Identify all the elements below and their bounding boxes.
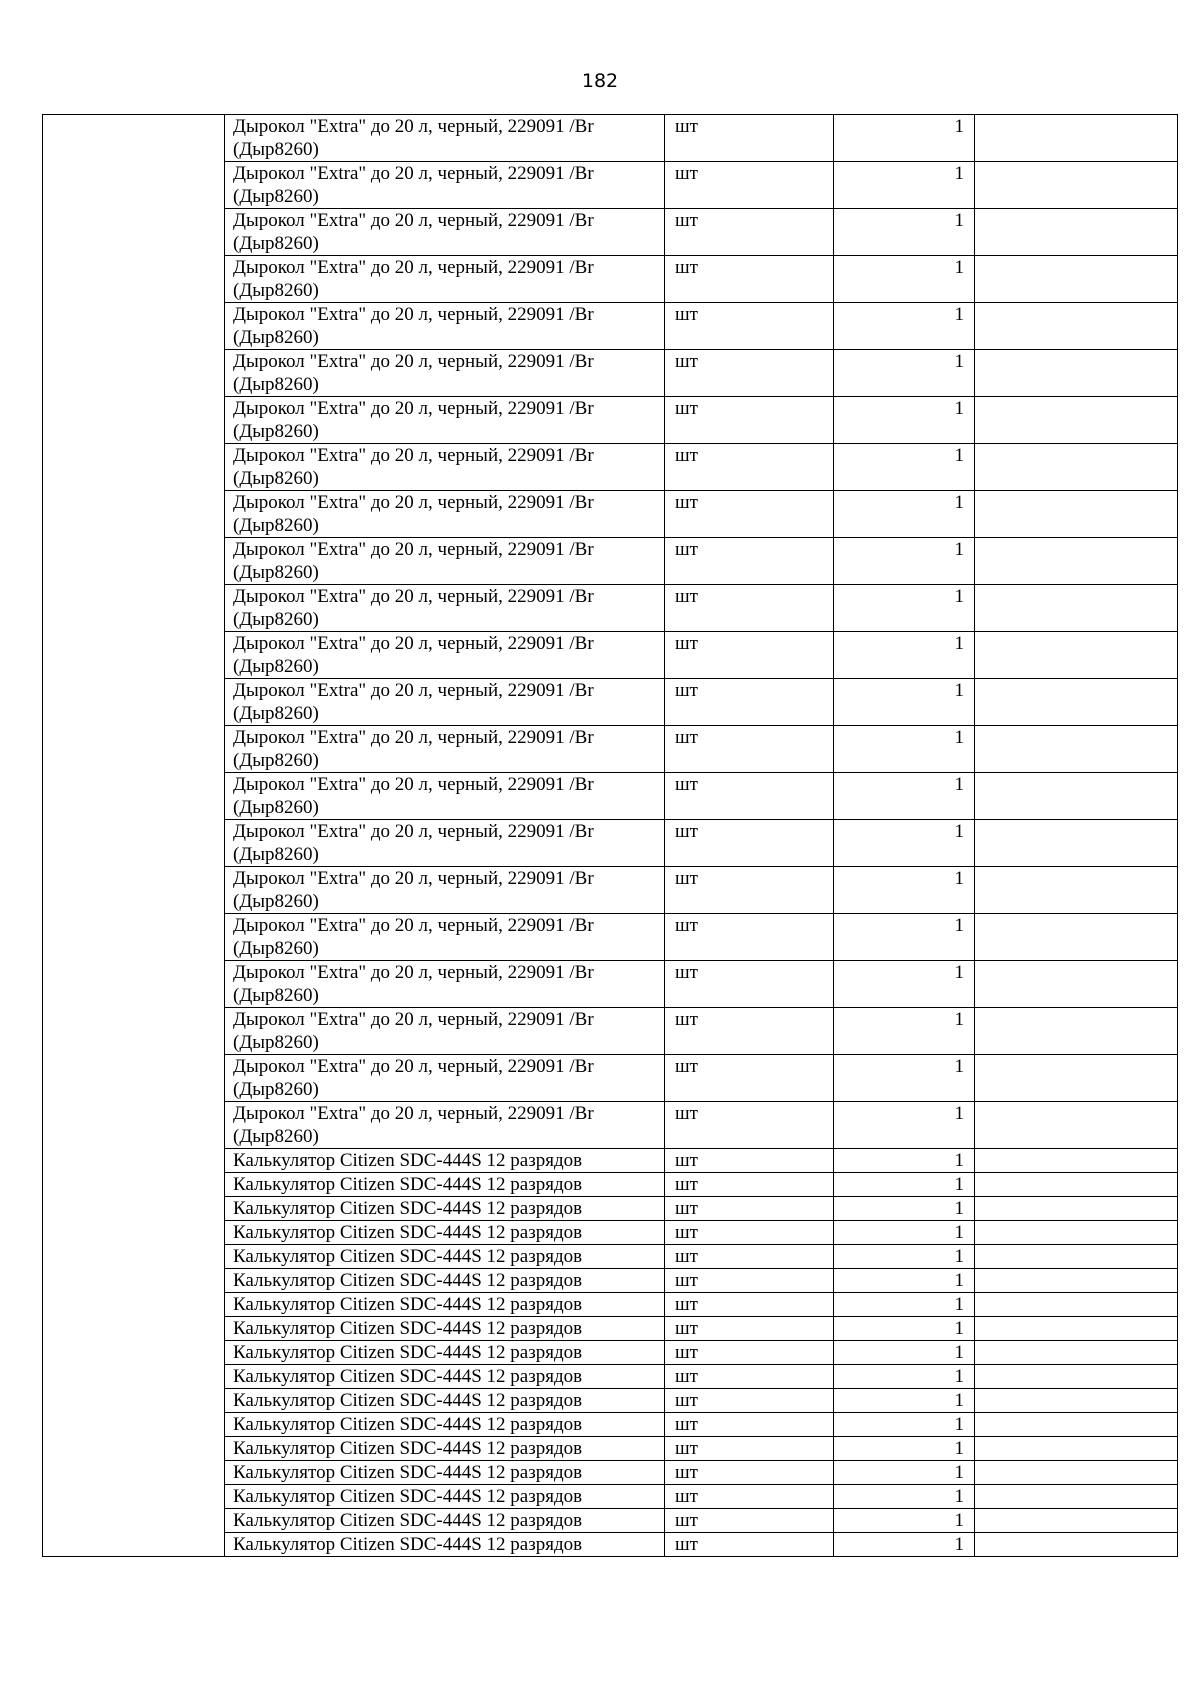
item-name-cell: Дырокол "Extra" до 20 л, черный, 229091 /Br (Дыр8260): [225, 1102, 665, 1149]
item-name-cell: Дырокол "Extra" до 20 л, черный, 229091 /Br (Дыр8260): [225, 820, 665, 867]
item-quantity-cell: 1: [834, 1509, 975, 1533]
item-unit-cell: шт: [665, 1293, 834, 1317]
item-unit-cell: шт: [665, 1485, 834, 1509]
item-quantity-cell: 1: [834, 1317, 975, 1341]
item-quantity-cell: 1: [834, 1055, 975, 1102]
item-unit-cell: шт: [665, 1509, 834, 1533]
item-unit-cell: шт: [665, 1055, 834, 1102]
item-quantity-cell: 1: [834, 1173, 975, 1197]
item-quantity-cell: 1: [834, 726, 975, 773]
item-unit-cell: шт: [665, 1221, 834, 1245]
item-unit-cell: шт: [665, 1269, 834, 1293]
item-empty-cell: [975, 820, 1178, 867]
item-name-cell: Дырокол "Extra" до 20 л, черный, 229091 /Br (Дыр8260): [225, 115, 665, 162]
item-unit-cell: шт: [665, 585, 834, 632]
item-unit-cell: шт: [665, 115, 834, 162]
item-unit-cell: шт: [665, 209, 834, 256]
page-number: 182: [581, 70, 619, 92]
item-unit-cell: шт: [665, 1365, 834, 1389]
item-name-cell: Калькулятор Citizen SDC-444S 12 разрядов: [225, 1509, 665, 1533]
item-name-cell: Дырокол "Extra" до 20 л, черный, 229091 /Br (Дыр8260): [225, 162, 665, 209]
item-name-cell: Дырокол "Extra" до 20 л, черный, 229091 /Br (Дыр8260): [225, 303, 665, 350]
item-quantity-cell: 1: [834, 1533, 975, 1557]
item-name-cell: Калькулятор Citizen SDC-444S 12 разрядов: [225, 1365, 665, 1389]
item-quantity-cell: 1: [834, 1461, 975, 1485]
item-unit-cell: шт: [665, 1173, 834, 1197]
item-quantity-cell: 1: [834, 303, 975, 350]
item-name-cell: Калькулятор Citizen SDC-444S 12 разрядов: [225, 1221, 665, 1245]
item-empty-cell: [975, 1413, 1178, 1437]
item-quantity-cell: 1: [834, 1245, 975, 1269]
item-unit-cell: шт: [665, 679, 834, 726]
item-unit-cell: шт: [665, 1102, 834, 1149]
item-unit-cell: шт: [665, 1149, 834, 1173]
item-name-cell: Калькулятор Citizen SDC-444S 12 разрядов: [225, 1317, 665, 1341]
item-empty-cell: [975, 1509, 1178, 1533]
item-quantity-cell: 1: [834, 914, 975, 961]
item-empty-cell: [975, 397, 1178, 444]
table-row: [43, 115, 1178, 162]
item-unit-cell: шт: [665, 162, 834, 209]
item-quantity-cell: 1: [834, 1389, 975, 1413]
item-quantity-cell: 1: [834, 397, 975, 444]
item-empty-cell: [975, 256, 1178, 303]
item-quantity-cell: 1: [834, 1221, 975, 1245]
item-empty-cell: [975, 1245, 1178, 1269]
item-unit-cell: шт: [665, 914, 834, 961]
item-unit-cell: шт: [665, 632, 834, 679]
item-name-cell: Дырокол "Extra" до 20 л, черный, 229091 /Br (Дыр8260): [225, 350, 665, 397]
item-empty-cell: [975, 1533, 1178, 1557]
item-name-cell: Калькулятор Citizen SDC-444S 12 разрядов: [225, 1389, 665, 1413]
items-table: [42, 114, 1178, 1557]
item-unit-cell: шт: [665, 256, 834, 303]
item-quantity-cell: 1: [834, 820, 975, 867]
item-name-cell: Дырокол "Extra" до 20 л, черный, 229091 /Br (Дыр8260): [225, 679, 665, 726]
item-name-cell: Дырокол "Extra" до 20 л, черный, 229091 /Br (Дыр8260): [225, 914, 665, 961]
item-quantity-cell: 1: [834, 1485, 975, 1509]
item-unit-cell: шт: [665, 1533, 834, 1557]
item-name-cell: Дырокол "Extra" до 20 л, черный, 229091 /Br (Дыр8260): [225, 773, 665, 820]
item-empty-cell: [975, 1269, 1178, 1293]
item-quantity-cell: 1: [834, 115, 975, 162]
item-unit-cell: шт: [665, 350, 834, 397]
item-name-cell: Калькулятор Citizen SDC-444S 12 разрядов: [225, 1245, 665, 1269]
item-empty-cell: [975, 1149, 1178, 1173]
item-empty-cell: [975, 1389, 1178, 1413]
item-empty-cell: [975, 162, 1178, 209]
item-quantity-cell: 1: [834, 1197, 975, 1221]
item-quantity-cell: 1: [834, 773, 975, 820]
item-name-cell: Калькулятор Citizen SDC-444S 12 разрядов: [225, 1485, 665, 1509]
item-empty-cell: [975, 679, 1178, 726]
item-quantity-cell: 1: [834, 961, 975, 1008]
item-name-cell: Дырокол "Extra" до 20 л, черный, 229091 /Br (Дыр8260): [225, 256, 665, 303]
item-empty-cell: [975, 1008, 1178, 1055]
item-name-cell: Калькулятор Citizen SDC-444S 12 разрядов: [225, 1437, 665, 1461]
item-empty-cell: [975, 632, 1178, 679]
item-empty-cell: [975, 1341, 1178, 1365]
item-empty-cell: [975, 1173, 1178, 1197]
item-quantity-cell: 1: [834, 1008, 975, 1055]
item-name-cell: Дырокол "Extra" до 20 л, черный, 229091 /Br (Дыр8260): [225, 585, 665, 632]
item-name-cell: Дырокол "Extra" до 20 л, черный, 229091 /Br (Дыр8260): [225, 444, 665, 491]
item-quantity-cell: 1: [834, 209, 975, 256]
item-empty-cell: [975, 1485, 1178, 1509]
item-unit-cell: шт: [665, 444, 834, 491]
item-unit-cell: шт: [665, 726, 834, 773]
item-name-cell: Дырокол "Extra" до 20 л, черный, 229091 /Br (Дыр8260): [225, 397, 665, 444]
item-name-cell: Калькулятор Citizen SDC-444S 12 разрядов: [225, 1461, 665, 1485]
item-unit-cell: шт: [665, 397, 834, 444]
item-unit-cell: шт: [665, 1341, 834, 1365]
item-name-cell: Дырокол "Extra" до 20 л, черный, 229091 /Br (Дыр8260): [225, 538, 665, 585]
item-empty-cell: [975, 115, 1178, 162]
item-name-cell: Дырокол "Extra" до 20 л, черный, 229091 /Br (Дыр8260): [225, 1055, 665, 1102]
item-name-cell: Дырокол "Extra" до 20 л, черный, 229091 /Br (Дыр8260): [225, 209, 665, 256]
item-quantity-cell: 1: [834, 1102, 975, 1149]
item-unit-cell: шт: [665, 1461, 834, 1485]
item-empty-cell: [975, 538, 1178, 585]
item-empty-cell: [975, 303, 1178, 350]
item-empty-cell: [975, 1055, 1178, 1102]
item-empty-cell: [975, 867, 1178, 914]
item-quantity-cell: 1: [834, 867, 975, 914]
item-name-cell: Дырокол "Extra" до 20 л, черный, 229091 /Br (Дыр8260): [225, 867, 665, 914]
item-quantity-cell: 1: [834, 1293, 975, 1317]
item-empty-cell: [975, 1102, 1178, 1149]
item-empty-cell: [975, 585, 1178, 632]
item-unit-cell: шт: [665, 1197, 834, 1221]
item-quantity-cell: 1: [834, 1149, 975, 1173]
items-table-body: [43, 115, 1178, 1557]
blank-section-cell: [43, 115, 225, 1557]
item-name-cell: Дырокол "Extra" до 20 л, черный, 229091 /Br (Дыр8260): [225, 961, 665, 1008]
item-unit-cell: шт: [665, 1413, 834, 1437]
item-empty-cell: [975, 1221, 1178, 1245]
item-unit-cell: шт: [665, 1437, 834, 1461]
item-quantity-cell: 1: [834, 162, 975, 209]
item-empty-cell: [975, 444, 1178, 491]
item-quantity-cell: 1: [834, 491, 975, 538]
item-unit-cell: шт: [665, 820, 834, 867]
item-empty-cell: [975, 1293, 1178, 1317]
item-name-cell: Калькулятор Citizen SDC-444S 12 разрядов: [225, 1269, 665, 1293]
item-empty-cell: [975, 350, 1178, 397]
item-name-cell: Калькулятор Citizen SDC-444S 12 разрядов: [225, 1341, 665, 1365]
item-unit-cell: шт: [665, 1008, 834, 1055]
item-name-cell: Калькулятор Citizen SDC-444S 12 разрядов: [225, 1173, 665, 1197]
item-unit-cell: шт: [665, 303, 834, 350]
item-empty-cell: [975, 1197, 1178, 1221]
item-empty-cell: [975, 914, 1178, 961]
item-unit-cell: шт: [665, 867, 834, 914]
item-quantity-cell: 1: [834, 1413, 975, 1437]
item-empty-cell: [975, 961, 1178, 1008]
item-unit-cell: шт: [665, 773, 834, 820]
item-empty-cell: [975, 773, 1178, 820]
item-unit-cell: шт: [665, 491, 834, 538]
item-name-cell: Дырокол "Extra" до 20 л, черный, 229091 /Br (Дыр8260): [225, 491, 665, 538]
item-name-cell: Калькулятор Citizen SDC-444S 12 разрядов: [225, 1413, 665, 1437]
item-name-cell: Калькулятор Citizen SDC-444S 12 разрядов: [225, 1293, 665, 1317]
item-quantity-cell: 1: [834, 1437, 975, 1461]
item-quantity-cell: 1: [834, 632, 975, 679]
item-name-cell: Калькулятор Citizen SDC-444S 12 разрядов: [225, 1533, 665, 1557]
item-empty-cell: [975, 491, 1178, 538]
item-empty-cell: [975, 726, 1178, 773]
item-unit-cell: шт: [665, 538, 834, 585]
item-empty-cell: [975, 1461, 1178, 1485]
item-name-cell: Дырокол "Extra" до 20 л, черный, 229091 /Br (Дыр8260): [225, 726, 665, 773]
item-unit-cell: шт: [665, 1389, 834, 1413]
item-empty-cell: [975, 1317, 1178, 1341]
item-unit-cell: шт: [665, 1317, 834, 1341]
item-quantity-cell: 1: [834, 350, 975, 397]
item-quantity-cell: 1: [834, 679, 975, 726]
item-name-cell: Дырокол "Extra" до 20 л, черный, 229091 /Br (Дыр8260): [225, 632, 665, 679]
item-quantity-cell: 1: [834, 1365, 975, 1389]
item-empty-cell: [975, 1365, 1178, 1389]
item-quantity-cell: 1: [834, 585, 975, 632]
item-quantity-cell: 1: [834, 1341, 975, 1365]
item-unit-cell: шт: [665, 961, 834, 1008]
item-quantity-cell: 1: [834, 256, 975, 303]
item-quantity-cell: 1: [834, 444, 975, 491]
item-name-cell: Дырокол "Extra" до 20 л, черный, 229091 /Br (Дыр8260): [225, 1008, 665, 1055]
item-quantity-cell: 1: [834, 1269, 975, 1293]
item-empty-cell: [975, 209, 1178, 256]
item-name-cell: Калькулятор Citizen SDC-444S 12 разрядов: [225, 1197, 665, 1221]
item-unit-cell: шт: [665, 1245, 834, 1269]
item-empty-cell: [975, 1437, 1178, 1461]
item-quantity-cell: 1: [834, 538, 975, 585]
item-name-cell: Калькулятор Citizen SDC-444S 12 разрядов: [225, 1149, 665, 1173]
